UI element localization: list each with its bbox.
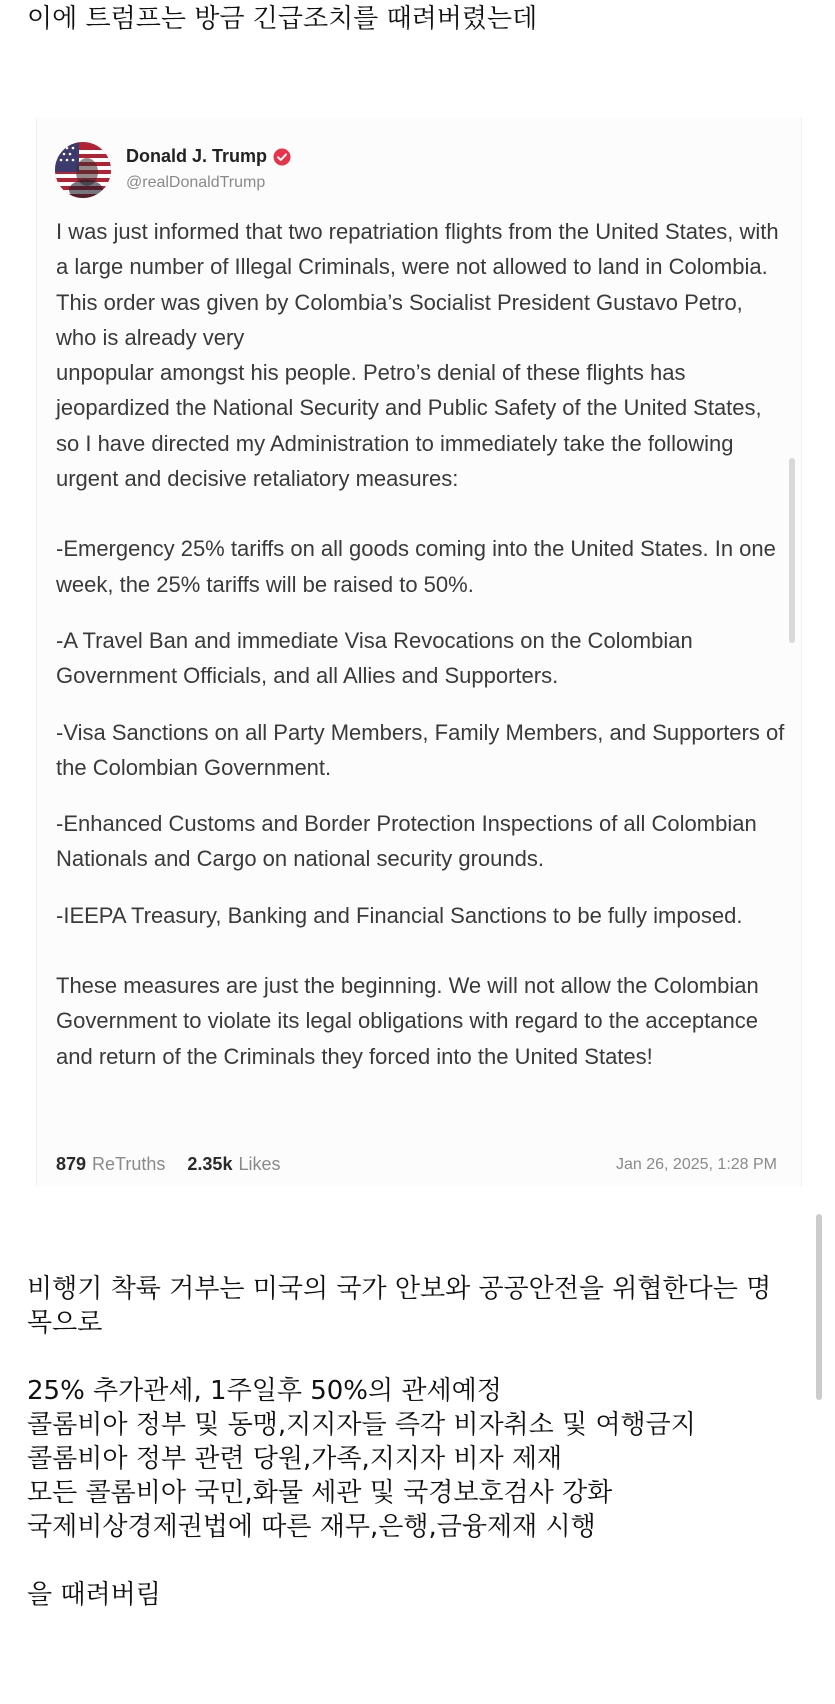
summary-measure: 25% 추가관세, 1주일후 50%의 관세예정 [27,1376,502,1406]
page-scrollbar[interactable] [816,1214,822,1400]
summary-intro-line-2: 목으로 [27,1308,103,1338]
post-paragraph-intro-1: I was just informed that two repatriation flights from the United States, with a large number of Illegal Criminals, were not allowed to land in Colombia. This order was given by Colombia’s Socialist President Gustavo Petro, who is already very [56,219,779,350]
likes-count[interactable]: 2.35k [187,1154,233,1174]
post-timestamp: Jan 26, 2025, 1:28 PM [616,1156,777,1173]
post-scrollbar[interactable] [789,458,795,643]
avatar[interactable] [55,142,111,198]
post-measure-visa-sanctions: -Visa Sanctions on all Party Members, Family Members, and Supporters of the Colombian Government. [56,719,785,780]
summary-measure: 모든 콜롬비아 국민,화물 세관 및 국경보호검사 강화 [27,1478,613,1508]
post-measure-travel-ban: -A Travel Ban and immediate Visa Revocations on the Colombian Government Officials, and all Allies and Supporters. [56,627,693,689]
summary-intro-line-1: 비행기 착륙 거부는 미국의 국가 안보와 공공안전을 위협한다는 명 [27,1274,772,1304]
post-measure-tariffs: -Emergency 25% tariffs on all goods coming into the United States. In one week, the 25% tariffs will be raised to 50%. [56,536,776,597]
avatar-flag-portrait-icon [55,142,111,198]
truth-social-post-card [36,118,802,1186]
summary-outro: 을 때려버림 [27,1580,161,1610]
post-measure-customs: -Enhanced Customs and Border Protection Inspections of all Colombian Nationals and Cargo on national security grounds. [56,811,757,872]
top-caption: 이에 트럼프는 방금 긴급조치를 때려버렸는데 [27,4,538,34]
author-handle[interactable]: @realDonaldTrump [126,174,266,191]
verified-badge-icon [273,148,291,166]
author-name[interactable]: Donald J. Trump [126,146,268,166]
post-measure-ieepa: -IEEPA Treasury, Banking and Financial Sanctions to be fully imposed. [56,902,743,928]
retruths-label[interactable]: ReTruths [92,1154,166,1174]
korean-summary [27,1272,807,1612]
retruths-count[interactable]: 879 [56,1154,87,1174]
author-row [126,146,291,167]
likes-label[interactable]: Likes [238,1154,281,1174]
post-stats [56,1154,280,1175]
post-body [56,214,786,1074]
summary-measure: 콜롬비아 정부 및 동맹,지지자들 즉각 비자취소 및 여행금지 [27,1410,696,1440]
summary-measure: 국제비상경제권법에 따른 재무,은행,금융제재 시행 [27,1512,596,1542]
post-paragraph-intro-2: unpopular amongst his people. Petro’s denial of these flights has jeopardized the National Security and Public Safety of the United States, so I have directed my Administration to immediately take the following urgent and decisive retaliatory measures: [56,360,762,492]
summary-measure: 콜롬비아 정부 관련 당원,가족,지지자 비자 제재 [27,1444,563,1474]
post-paragraph-closing: These measures are just the beginning. We will not allow the Colombian Government to violate its legal obligations with regard to the acceptance and return of the Criminals they forced into the United States! [56,973,759,1069]
